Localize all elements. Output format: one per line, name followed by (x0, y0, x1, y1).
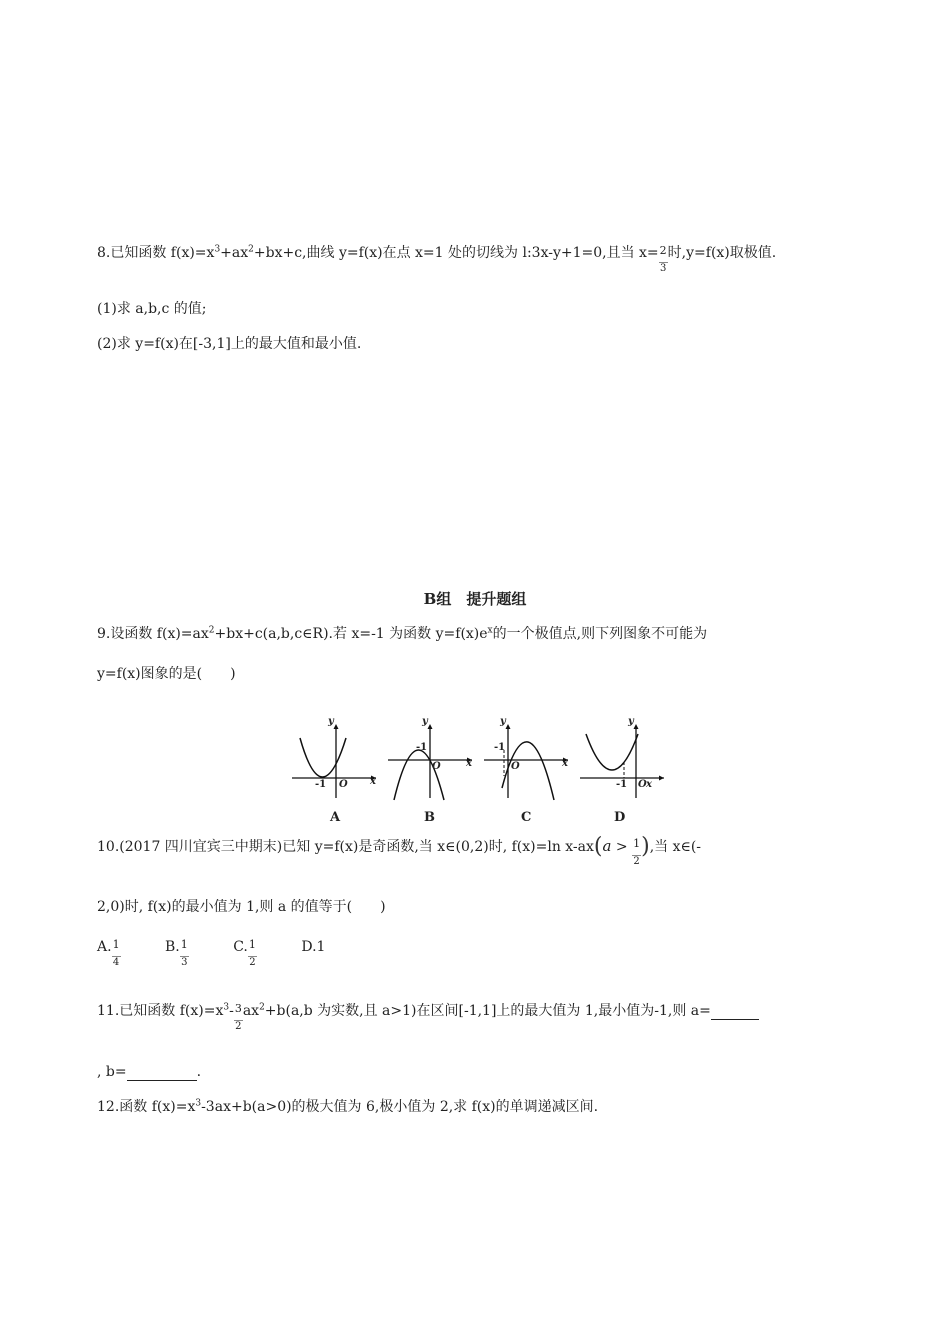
q8-text-d: 时,y=f(x)取极值. (667, 245, 777, 261)
graph-d-x-label: x (646, 779, 652, 790)
option-a-fraction (112, 938, 121, 968)
q10-cond-fraction (632, 837, 641, 867)
option-c-letter: C. (233, 939, 248, 955)
q11-frac-den: 2 (235, 1021, 242, 1032)
option-b-den: 3 (181, 957, 188, 968)
graph-b-y-label: y (422, 716, 428, 727)
option-a[interactable] (97, 938, 121, 968)
graph-d-tick: -1 (616, 779, 628, 790)
option-a-den: 4 (112, 957, 120, 968)
q9-sup2: 2 (208, 625, 215, 636)
q9-text-c: 的一个极值点,则下列图象不可能为 (492, 626, 708, 642)
q10-stem-line2: 2,0)时, f(x)的最小值为 1,则 a 的值等于( ) (97, 899, 386, 915)
graph-c (484, 716, 572, 804)
graph-c-y-label: y (500, 716, 506, 727)
graph-b-x-label: x (466, 758, 472, 769)
q8-text-b: +ax (220, 245, 249, 261)
graph-d (580, 716, 668, 804)
option-b[interactable] (165, 938, 189, 968)
q8-frac-den: 3 (659, 263, 667, 274)
option-d[interactable] (301, 938, 325, 956)
q8-frac-num: 2 (659, 244, 667, 257)
q11-text-a: 11.已知函数 f(x)=x (97, 1003, 224, 1019)
option-c-den: 2 (249, 957, 256, 968)
q11-line2 (97, 1063, 201, 1081)
q8-fraction (659, 244, 668, 274)
q9-supx: x (487, 625, 493, 636)
option-c-fraction (248, 938, 257, 968)
q9-stem (97, 625, 707, 643)
q10-text-b: ,当 x∈(- (649, 839, 702, 855)
graph-a-origin: O (339, 779, 348, 790)
q12-stem (97, 1098, 598, 1116)
answer-a-blank[interactable] (711, 1005, 759, 1020)
q11-text-b: - (229, 1003, 234, 1019)
q10-stem (97, 834, 702, 867)
q10-options (97, 938, 365, 968)
graph-a (292, 716, 380, 804)
q11-sup3: 3 (223, 1002, 230, 1013)
answer-b-blank[interactable] (127, 1066, 197, 1081)
graph-c-x-label: x (562, 758, 568, 769)
graph-b (388, 716, 476, 804)
graph-a-x-label: x (370, 776, 376, 787)
q8-sup2: 2 (248, 244, 254, 255)
option-c-num: 1 (248, 938, 256, 951)
graph-a-tick: -1 (315, 779, 327, 790)
option-a-num: 1 (112, 938, 120, 951)
option-b-num: 1 (180, 938, 188, 951)
graph-c-tick: -1 (494, 742, 506, 753)
q8-sup3: 3 (214, 244, 221, 255)
graph-b-tick: -1 (416, 742, 428, 753)
q8-text-a: 8.已知函数 f(x)=x (97, 245, 215, 261)
q11-b-prefix: , b= (97, 1064, 127, 1080)
q8-text-c: +bx+c,曲线 y=f(x)在点 x=1 处的切线为 l:3x-y+1=0,且当 x= (253, 245, 659, 261)
q11-period: . (196, 1064, 202, 1080)
option-b-letter: B. (165, 939, 180, 955)
q8-stem (97, 244, 777, 274)
q11-fraction (234, 1002, 243, 1032)
q10-paren-open: ( (593, 834, 603, 859)
q12-text-b: -3ax+b(a>0)的极大值为 6,极小值为 2,求 f(x)的单调递减区间. (201, 1099, 599, 1115)
q10-cond-gt: > (615, 839, 628, 855)
q10-paren-close: ) (641, 834, 650, 859)
q11-text-c: ax (242, 1003, 260, 1019)
graph-a-label: A (330, 810, 341, 825)
option-c[interactable] (233, 938, 257, 968)
option-a-letter: A. (97, 939, 112, 955)
graph-a-y-label: y (328, 716, 334, 727)
q10-text-a: 10.(2017 四川宜宾三中期末)已知 y=f(x)是奇函数,当 x∈(0,2)时, f(x)=ln x-ax (97, 839, 594, 855)
q10-cond-a: a (602, 837, 612, 855)
q10-cond-num: 1 (633, 837, 641, 850)
graph-b-origin: O (432, 761, 441, 772)
option-d-text: 1 (316, 939, 326, 955)
q11-text-d: +b(a,b 为实数,且 a>1)在区间[-1,1]上的最大值为 1,最小值为-1,则 a= (264, 1003, 711, 1019)
graph-c-label: C (521, 810, 532, 825)
graph-d-y-label: y (628, 716, 634, 727)
q11-frac-num: 3 (234, 1002, 242, 1015)
section-heading: B组 提升题组 (423, 590, 527, 608)
q12-text-a: 12.函数 f(x)=x (97, 1099, 196, 1115)
graph-d-label: D (614, 810, 626, 825)
q9-text-a: 9.设函数 f(x)=ax (97, 626, 209, 642)
q9-stem-line2: y=f(x)图象的是( ) (97, 666, 236, 682)
graph-b-label: B (424, 810, 435, 825)
q11-sup2: 2 (259, 1002, 265, 1013)
option-b-fraction (180, 938, 189, 968)
q8-part2: (2)求 y=f(x)在[-3,1]上的最大值和最小值. (97, 336, 362, 352)
option-d-letter: D. (301, 939, 317, 955)
q9-text-b: +bx+c(a,b,c∈R).若 x=-1 为函数 y=f(x)e (214, 626, 488, 642)
q10-cond-den: 2 (633, 856, 640, 867)
q12-sup3: 3 (195, 1098, 202, 1109)
q8-part1: (1)求 a,b,c 的值; (97, 301, 207, 317)
graph-d-origin: O (638, 779, 647, 790)
q11-stem (97, 1002, 759, 1032)
graph-c-origin: O (511, 761, 520, 772)
